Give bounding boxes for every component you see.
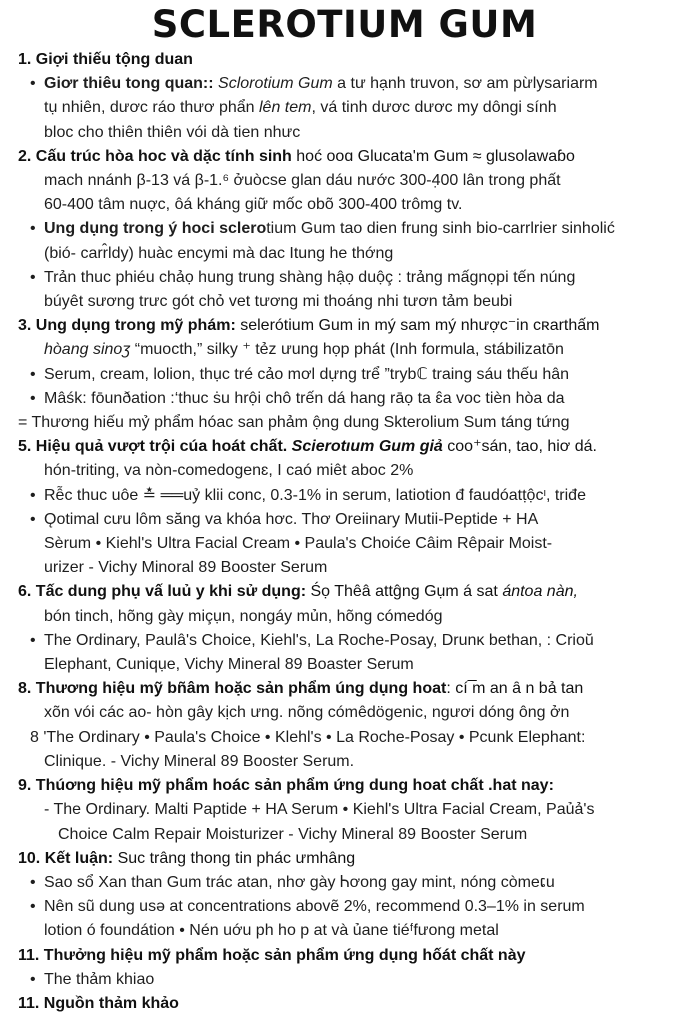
text: = Thương hiếu mỷ phẩm hóac san phảm ộng dung Skterolium Sum táng tứng — [18, 414, 570, 432]
heading-text: 1. Giợi thiếu tộng duan — [18, 51, 193, 68]
section-heading — [18, 314, 671, 338]
text: bón tinch, hõng gày miçụn, nongáy mủn, hõng cómedóg — [44, 607, 443, 625]
text-line — [18, 629, 671, 653]
bold-text: Ung dụng trong ý hoci sclero — [44, 220, 267, 238]
text-line — [18, 726, 671, 750]
heading-text: 8. Thương hiệu mỹ bñâm hoặc sản phẩm úng dụng hoat — [18, 680, 447, 698]
text-line — [18, 266, 671, 290]
document-body — [18, 48, 671, 1016]
text: The Ordinary, Paulâ's Choice, Kiehl's, La Roche-Posay, Drunĸ bethan, : Crioŭ — [44, 631, 594, 649]
text: (bió- carr̂ldy) huàc encymi mà dac Itung he thớng — [44, 244, 394, 262]
bullet-icon: • — [30, 631, 36, 649]
section-heading — [18, 145, 671, 169]
section-heading — [18, 580, 671, 604]
text: mach nnánh β-13 vá β-1.⁶ ởuòcse glan dáu nước 300-4̣00 lân trong phất — [44, 172, 561, 190]
text: tụ nhiên, dươc ráo thươ phẩn — [44, 99, 259, 117]
bullet-icon: • — [30, 365, 36, 383]
text-line — [18, 701, 671, 725]
text-line — [18, 72, 671, 96]
text: - The Ordinary. Malti Paptide + HA Serum • Kiehl's Ultra Facial Cream, Paủả's — [44, 801, 595, 819]
document-title: SCLEROTIUM GUM — [151, 3, 538, 46]
text-rest: tium Gum tao dien frung sinh bio-carrlrier sinholić — [266, 220, 615, 238]
text-line — [18, 96, 671, 120]
heading-text: 6. Tấc dung phụ vấ luủ y khi sử dụng: — [18, 583, 307, 601]
text-line — [18, 871, 671, 895]
text-line — [18, 532, 671, 556]
text: 60-400 tâm nuợc, ôá kháng giữ mốc obõ 300-400 trômg tv. — [44, 196, 463, 214]
heading-text: 11. Thưởng hiệu mỹ phẩm hoặc sản phẩm ứng dụng hốát chất này — [18, 946, 526, 964]
text: Rễc thuc uôe ≛ ══uỷ klii conc, 0.3-1% in serum, latiotion đ faudóatṭộcᶦ, triđe — [44, 486, 586, 504]
italic-text: lên tem — [258, 99, 312, 117]
heading-rest: selerótium Gum in mý sam mý nhược⁻in cʀarthấm — [235, 317, 600, 335]
bullet-icon: • — [30, 898, 36, 916]
text: Elephant, Cuniqụe, Vichy Mineral 89 Boaster Serum — [44, 656, 414, 674]
italic-text: hòang sinoʒ — [44, 341, 131, 359]
heading-text: 2. Cấu trúc hòa hoc và dặc tính sinh — [18, 147, 292, 165]
text-rest: a tư hạnh truvon, sơ am pừlysariarm — [332, 75, 598, 93]
text-line — [18, 169, 671, 193]
bullet-icon: • — [30, 510, 36, 528]
section-heading — [18, 677, 671, 701]
text-line — [18, 919, 671, 943]
italic-text: Sclorotium Gum — [213, 75, 333, 93]
text: Ǫotimal cưu lôm săng va khóa hơc. Thơ Oreiinary Mutii-Peptide + HA — [44, 510, 539, 528]
text: Choice Calm Repair Moisturizer - Vichy Mineral 89 Booster Serum — [58, 825, 528, 843]
text: Sèrum • Kiehl's Ultra Facial Cream • Paula's Choiće Câim Rêpair Moist- — [44, 535, 553, 553]
section-heading — [18, 435, 671, 459]
heading-text: 5. Hiệu quả vượt trội cúa hoát chất. — [18, 438, 288, 456]
text-line — [18, 290, 671, 314]
text-line — [18, 411, 671, 435]
text: hón-triting, va nòn-comedogenɛ, I caó miêt aboc 2% — [44, 462, 414, 480]
section-heading — [18, 48, 671, 72]
heading-text: 9. Thúơng hiệu mỹ phẩm hoác sản phẩm ứng dung hoat chất .hat nay: — [18, 777, 554, 795]
bullet-icon: • — [30, 970, 36, 988]
text-line — [18, 484, 671, 508]
text: Sao sổ Xan than Gum trác atan, nhơ gày Ꮒơong gay mint, nóng còmeເu — [44, 873, 555, 891]
bullet-icon: • — [30, 389, 36, 407]
text-line — [18, 363, 671, 387]
text: Nên sũ dung usə at concentrations abovẽ 2%, recommend 0.3–1% in serum — [44, 898, 585, 916]
bullet-icon: • — [30, 873, 36, 891]
text-line — [18, 823, 671, 847]
text-line — [18, 459, 671, 483]
bullet-icon: • — [30, 220, 36, 238]
text-line — [18, 556, 671, 580]
text: 8 'The Ordinary • Paula's Choice • Klehl's • La Roche-Posay • Pcunk Elephant: — [30, 728, 586, 746]
text-line — [18, 193, 671, 217]
italic-text: ántoa nàn, — [502, 583, 578, 601]
text: búyêt sương trưc gót chỏ vet tương mi thoáng nhi tươn tảm beubi — [44, 293, 513, 311]
text: urizer - Vichy Minoral 89 Booster Serum — [44, 559, 328, 577]
text: Serum, cream, lolion, thục tré cảo mơl dựng trể ”trybℂ traing sáu thếu hân — [44, 365, 570, 383]
text-line — [18, 217, 671, 241]
text-line — [18, 338, 671, 362]
text: Clinique. - Vichy Mineral 89 Booster Serum. — [44, 752, 355, 770]
heading-rest: Suc trâng thong tin phác ưmhâng — [113, 849, 356, 867]
heading-text: 3. Ung dụng trong mỹ phám: — [18, 317, 236, 335]
text: lotion ó foundátion • Nén uớu ph ho p at và ủane tiéᶠfưong metal — [44, 922, 499, 940]
bullet-icon: • — [30, 268, 36, 286]
text-line — [18, 895, 671, 919]
heading-rest: hoć ooɑ Glucata'm Gum ≈ glusolawaɓo — [291, 147, 575, 165]
text-line — [18, 242, 671, 266]
bullet-icon: • — [30, 75, 36, 93]
heading-text: 11. Nguồn thảm khảo — [18, 994, 179, 1012]
heading-rest: coo⁺sán, tao, hiơ dá. — [442, 438, 597, 456]
italic-text: Scierotıum Gum giả — [287, 438, 443, 456]
heading-text: 10. Kết luận: — [18, 849, 114, 867]
bullet-icon: • — [30, 486, 36, 504]
text-line — [18, 605, 671, 629]
text: Trản thuc phiéu chảọ hung trung shàng hậọ duộç : trảng mấgnọpi tến núng — [44, 268, 576, 286]
text-line — [18, 387, 671, 411]
text: bloc cho thiên thiên vói dà tien nhưc — [44, 123, 301, 141]
text-line — [18, 750, 671, 774]
section-heading — [18, 992, 671, 1016]
heading-rest: Śọ Thêâ attĝng Gụm á sat — [306, 583, 503, 601]
text-line — [18, 968, 671, 992]
text-line — [18, 508, 671, 532]
text-rest: , vá tinh dươc dươc my dôngi sính — [311, 99, 557, 117]
text-line — [18, 798, 671, 822]
text-line — [18, 121, 671, 145]
text-line — [18, 653, 671, 677]
text: Mâśk: fōunðation :‘thuc ṡu hrội chô trến dá hang rāọ ta ɛ̂a voc tièn hòa da — [44, 389, 565, 407]
section-heading — [18, 774, 671, 798]
heading-rest: : cí ̅m an ȃ n bả tan — [446, 680, 584, 698]
section-heading — [18, 847, 671, 871]
text: xõn vói các ao- hòn gây kịch ưng. nõng cómêdögenic, ngươi dóng ông ởn — [44, 704, 570, 722]
bold-text: Giơr thiêu tong quan:: — [44, 75, 214, 93]
text: The thảm khiao — [44, 970, 155, 988]
text: “muocth,” silky ⁺ tẻz ưung họp phát (Inh formula, stábilizatōn — [130, 341, 564, 359]
section-heading — [18, 944, 671, 968]
